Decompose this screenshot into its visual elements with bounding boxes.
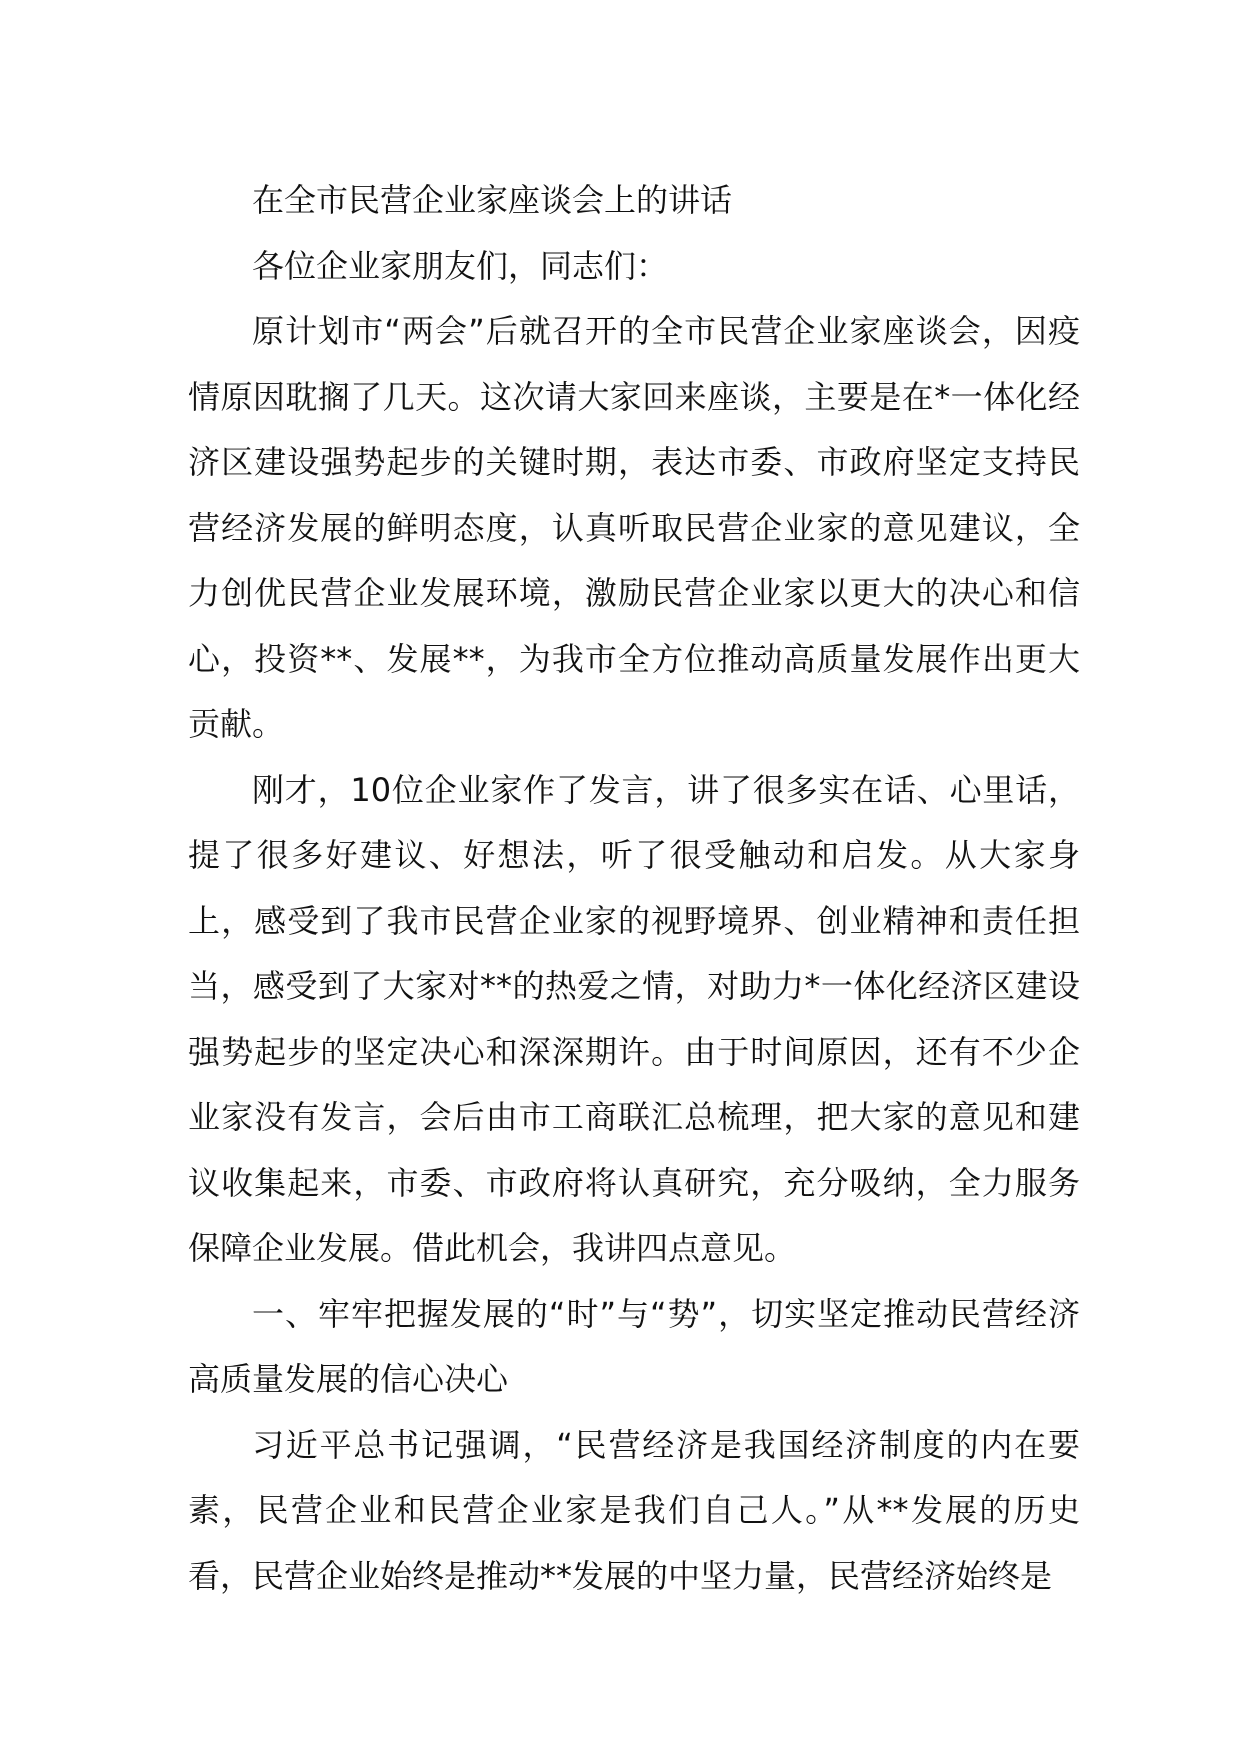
paragraph-feedback: 刚才，10位企业家作了发言，讲了很多实在话、心里话，提了很多好建议、好想法，听了很受触动和启发。从大家身上，感受到了我市民营企业家的视野境界、创业精神和责任担当，感受到了大家对**的热爱之情，对助力*一体化经济区建设强势起步的坚定决心和深深期许。由于时间原因，还有不少企业家没有发言，会后由市工商联汇总梳理，把大家的意见和建议收集起来，市委、市政府将认真研究，充分吸纳，全力服务保障企业发展。借此机会，我讲四点意见。 [188,770,1080,1267]
salutation: 各位企业家朋友们，同志们： [252,246,669,285]
paragraph-section-1: 习近平总书记强调，“民营经济是我国经济制度的内在要素，民营企业和民营企业家是我们自己人。”从**发展的历史看，民营企业始终是推动**发展的中坚力量，民营经济始终是 [188,1425,1080,1595]
section-heading-1: 一、牢牢把握发展的“时”与“势”，切实坚定推动民营经济高质量发展的信心决心 [188,1294,1080,1398]
document-body [188,168,1080,1609]
speech-title: 在全市民营企业家座谈会上的讲话 [252,181,733,219]
paragraph-intro: 原计划市“两会”后就召开的全市民营企业家座谈会，因疫情原因耽搁了几天。这次请大家回来座谈，主要是在*一体化经济区建设强势起步的关键时期，表达市委、市政府坚定支持民营经济发展的鲜明态度，认真听取民营企业家的意见建议，全力创优民营企业发展环境，激励民营企业家以更大的决心和信心，投资**、发展**，为我市全方位推动高质量发展作出更大贡献。 [188,312,1080,743]
